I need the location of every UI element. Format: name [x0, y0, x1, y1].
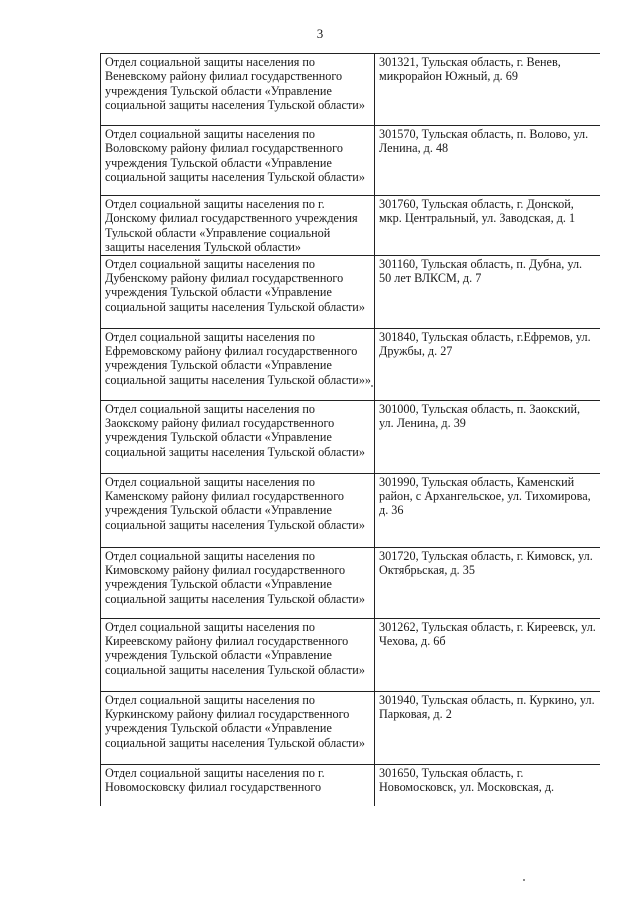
office-name-cell: Отдел социальной защиты населения по Дубенскому району филиал государственного учреждения Тульской области «Управление социальной защиты населения Тульской области» — [101, 255, 375, 328]
address-cell: 301570, Тульская область, п. Волово, ул. Ленина, д. 48 — [375, 126, 601, 196]
address-cell: 301650, Тульская область, г. Новомосковск, ул. Московская, д. — [375, 764, 601, 806]
table-row — [101, 618, 601, 691]
address-cell: 301321, Тульская область, г. Венев, микрорайон Южный, д. 69 — [375, 54, 601, 126]
page-number: 3 — [316, 26, 324, 41]
table-row — [101, 328, 601, 400]
office-name-cell: Отдел социальной защиты населения по Веневскому району филиал государственного учреждения Тульской области «Управление социальной защиты населения Тульской области» — [101, 54, 375, 126]
table-row — [101, 473, 601, 547]
address-cell: 301000, Тульская область, п. Заокский, ул. Ленина, д. 39 — [375, 400, 601, 473]
table-row — [101, 764, 601, 806]
table-row — [101, 400, 601, 473]
table-row — [101, 255, 601, 328]
table-row — [101, 54, 601, 126]
office-name-cell: Отдел социальной защиты населения по г. Новомосковску филиал государственного — [101, 764, 375, 806]
address-cell: 301840, Тульская область, г.Ефремов, ул. Дружбы, д. 27 — [375, 328, 601, 400]
address-cell: 301262, Тульская область, г. Киреевск, ул. Чехова, д. 6б — [375, 618, 601, 691]
scan-speck — [523, 879, 525, 881]
office-name-cell: Отдел социальной защиты населения по Киреевскому району филиал государственного учреждения Тульской области «Управление социальной защиты населения Тульской области» — [101, 618, 375, 691]
address-cell: 301160, Тульская область, п. Дубна, ул. 50 лет ВЛКСМ, д. 7 — [375, 255, 601, 328]
table-row — [101, 126, 601, 196]
address-cell: 301720, Тульская область, г. Кимовск, ул. Октябрьская, д. 35 — [375, 547, 601, 618]
table-row — [101, 691, 601, 764]
address-cell: 301990, Тульская область, Каменский район, с Архангельское, ул. Тихомирова, д. 36 — [375, 473, 601, 547]
scan-speck — [371, 385, 373, 387]
offices-table-container — [100, 53, 600, 818]
office-name-cell: Отдел социальной защиты населения по г. Донскому филиал государственного учреждения Тульской области «Управление социальной защиты населения Тульской области» — [101, 196, 375, 256]
table-row — [101, 196, 601, 256]
offices-table — [100, 53, 600, 806]
table-row — [101, 547, 601, 618]
office-name-cell: Отдел социальной защиты населения по Каменскому району филиал государственного учреждения Тульской области «Управление социальной защиты населения Тульской области» — [101, 473, 375, 547]
office-name-cell: Отдел социальной защиты населения по Кимовскому району филиал государственного учреждения Тульской области «Управление социальной защиты населения Тульской области» — [101, 547, 375, 618]
office-name-cell: Отдел социальной защиты населения по Заокскому району филиал государственного учреждения Тульской области «Управление социальной защиты населения Тульской области» — [101, 400, 375, 473]
address-cell: 301760, Тульская область, г. Донской, мкр. Центральный, ул. Заводская, д. 1 — [375, 196, 601, 256]
office-name-cell: Отдел социальной защиты населения по Ефремовскому району филиал государственного учреждения Тульской области «Управление социальной защиты населения Тульской области»» — [101, 328, 375, 400]
office-name-cell: Отдел социальной защиты населения по Куркинскому району филиал государственного учреждения Тульской области «Управление социальной защиты населения Тульской области» — [101, 691, 375, 764]
office-name-cell: Отдел социальной защиты населения по Воловскому району филиал государственного учреждения Тульской области «Управление социальной защиты населения Тульской области» — [101, 126, 375, 196]
address-cell: 301940, Тульская область, п. Куркино, ул. Парковая, д. 2 — [375, 691, 601, 764]
